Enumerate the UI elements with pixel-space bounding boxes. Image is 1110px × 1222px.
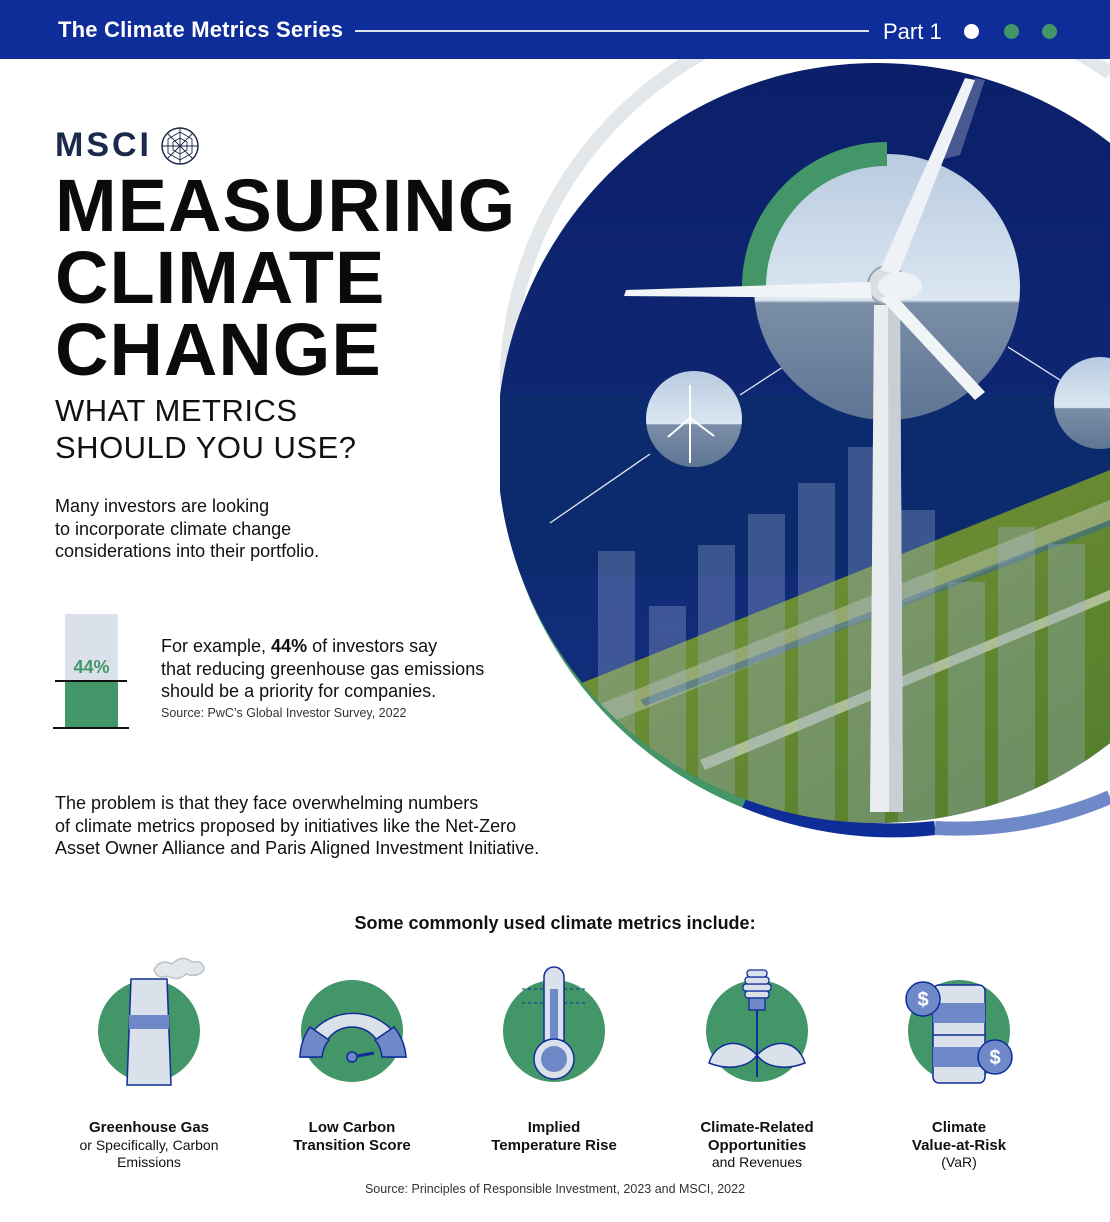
metric-label-bold-1: Greenhouse Gas bbox=[88, 1119, 210, 1136]
title-line-1: MEASURING bbox=[55, 164, 517, 247]
metric-label bbox=[657, 1119, 857, 1172]
stat-line-2: that reducing greenhouse gas emissions bbox=[161, 658, 485, 679]
metric-label-reg-1: (VaR) bbox=[941, 1154, 977, 1170]
metric-low-carbon-transition bbox=[252, 955, 452, 1154]
metric-label-bold-1: Low Carbon bbox=[308, 1119, 396, 1136]
bulb-plant-icon bbox=[687, 955, 827, 1087]
metric-label-bold-1: Implied bbox=[527, 1119, 581, 1136]
smokestack-icon bbox=[79, 955, 219, 1087]
metric-label-reg-2: Emissions bbox=[117, 1154, 181, 1170]
stat-bar-fill bbox=[65, 680, 118, 727]
metric-label-bold-2: Temperature Rise bbox=[491, 1136, 617, 1154]
svg-text:$: $ bbox=[917, 989, 929, 1011]
stat-line-1 bbox=[161, 635, 484, 658]
intro-line-3: considerations into their portfolio. bbox=[55, 541, 320, 561]
stat-line-3: should be a priority for companies. bbox=[161, 681, 437, 701]
wind-turbine-hero-image bbox=[500, 59, 1110, 859]
progress-dot-3 bbox=[1042, 24, 1057, 39]
metrics-heading: Some commonly used climate metrics include: bbox=[354, 913, 756, 933]
problem-line-1: The problem is that they face overwhelming numbers bbox=[55, 793, 479, 813]
thermometer-icon bbox=[484, 955, 624, 1087]
problem-line-3: Asset Owner Alliance and Paris Aligned Investment Initiative. bbox=[55, 838, 540, 858]
metric-label-bold-1: Climate bbox=[931, 1119, 987, 1136]
stat-line-1-rest: of investors say bbox=[307, 636, 438, 656]
metric-label-bold-2: Value-at-Risk bbox=[911, 1136, 1007, 1154]
subtitle-line-1: WHAT METRICS bbox=[55, 393, 298, 428]
metric-label bbox=[859, 1119, 1059, 1172]
metric-climate-opportunities bbox=[657, 955, 857, 1172]
intro-line-1: Many investors are looking bbox=[55, 496, 270, 516]
header-divider-line bbox=[355, 30, 869, 32]
stat-description bbox=[161, 635, 484, 703]
metric-greenhouse-gas bbox=[49, 955, 249, 1172]
stat-bold-value: 44% bbox=[271, 636, 308, 656]
metric-climate-var bbox=[859, 955, 1059, 1172]
title-line-2: CLIMATE bbox=[55, 236, 386, 319]
metric-label-reg-1: and Revenues bbox=[711, 1154, 803, 1170]
metric-label bbox=[252, 1119, 452, 1154]
footer-source: Source: Principles of Responsible Investment, 2023 and MSCI, 2022 bbox=[364, 1182, 746, 1196]
metric-label-reg-1: or Specifically, Carbon bbox=[79, 1136, 219, 1153]
stat-prefix: For example, bbox=[161, 636, 272, 656]
coin-barrel-icon bbox=[889, 955, 1029, 1087]
stat-percent-label: 44% bbox=[73, 657, 110, 677]
title-line-3: CHANGE bbox=[55, 308, 382, 391]
intro-paragraph bbox=[55, 495, 319, 563]
metric-label-bold-2: Opportunities bbox=[707, 1136, 807, 1154]
metric-label-bold-2: Transition Score bbox=[293, 1136, 411, 1154]
metric-label-bold-1: Climate-Related bbox=[700, 1119, 814, 1136]
problem-line-2: of climate metrics proposed by initiatives like the Net-Zero bbox=[55, 815, 517, 836]
progress-dot-2 bbox=[1004, 24, 1019, 39]
subtitle-line-2: SHOULD YOU USE? bbox=[55, 430, 357, 465]
page-subtitle bbox=[55, 392, 357, 466]
part-label: Part 1 bbox=[883, 19, 942, 44]
series-title: The Climate Metrics Series bbox=[58, 17, 344, 42]
svg-text:$: $ bbox=[989, 1047, 1001, 1069]
stat-bar-baseline bbox=[53, 727, 129, 729]
gauge-icon bbox=[282, 955, 422, 1087]
metric-implied-temperature bbox=[454, 955, 654, 1154]
progress-dot-1 bbox=[964, 24, 979, 39]
globe-mesh-icon bbox=[160, 126, 200, 166]
page-title bbox=[55, 164, 517, 391]
metric-label bbox=[49, 1119, 249, 1172]
intro-line-2: to incorporate climate change bbox=[55, 518, 292, 539]
msci-logo-text: MSCI bbox=[55, 126, 152, 164]
series-header-bar bbox=[0, 0, 1110, 59]
stat-source: Source: PwC’s Global Investor Survey, 2022 bbox=[161, 706, 407, 720]
problem-paragraph bbox=[55, 792, 539, 860]
stat-bar-marker-line bbox=[55, 680, 127, 682]
metric-label bbox=[454, 1119, 654, 1154]
